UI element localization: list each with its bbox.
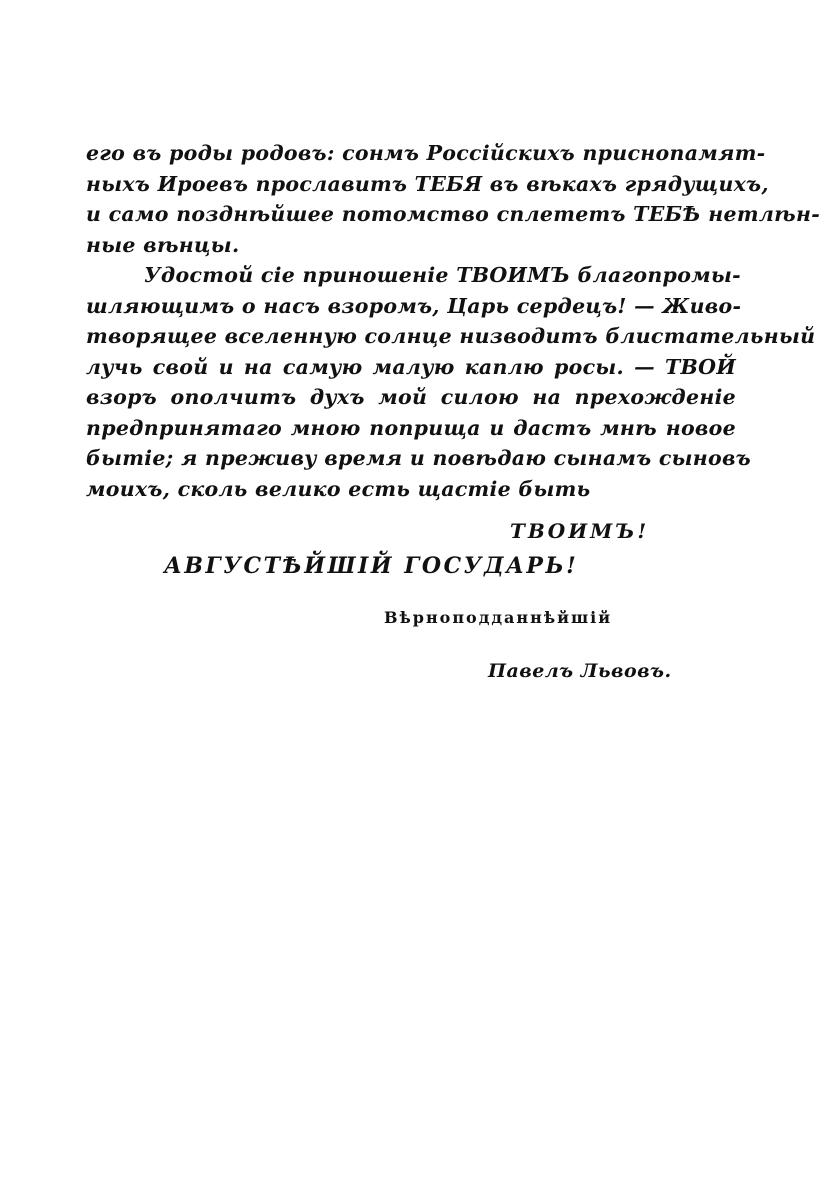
address-line: АВГУСТѢЙШІЙ ГОСУДАРЬ! xyxy=(164,553,579,579)
signature: Павелъ Львовъ. xyxy=(488,660,672,682)
dedication-text xyxy=(86,138,821,504)
text-line: творящее вселенную солнце низводитъ блистательный xyxy=(86,324,816,348)
closing-yours: ТВОИМЪ! xyxy=(510,519,650,543)
text-line: моихъ, сколь велико есть щастіе быть xyxy=(86,476,591,501)
text-line: взоръ ополчитъ духъ мой силою на прехожденіе xyxy=(86,385,736,409)
text-line: шляющимъ о насъ взоромъ, Царь сердецъ! — Живо- xyxy=(86,293,742,318)
text-line: ные вѣнцы. xyxy=(86,232,240,257)
text-line: его въ роды родовъ: сонмъ Россійскихъ приснопамят- xyxy=(86,141,766,165)
text-line: предпринятаго мною поприща и дастъ мнѣ новое xyxy=(86,415,736,440)
text-line: лучь свой и на самую малую каплю росы. — ТВОЙ xyxy=(86,354,736,379)
subscription-line: Вѣрноподданнѣйшій xyxy=(384,608,613,627)
text-line: Удостой сіе приношеніе ТВОИМЪ благопромы- xyxy=(144,263,741,287)
text-line: ныхъ Ироевъ прославитъ ТЕБЯ въ вѣкахъ грядущихъ, xyxy=(86,171,769,196)
text-line: и само позднѣйшее потомство сплететъ ТЕБѢ нетлѣн- xyxy=(86,202,821,226)
text-line: бытіе; я преживу время и повѣдаю сынамъ сыновъ xyxy=(86,446,751,470)
